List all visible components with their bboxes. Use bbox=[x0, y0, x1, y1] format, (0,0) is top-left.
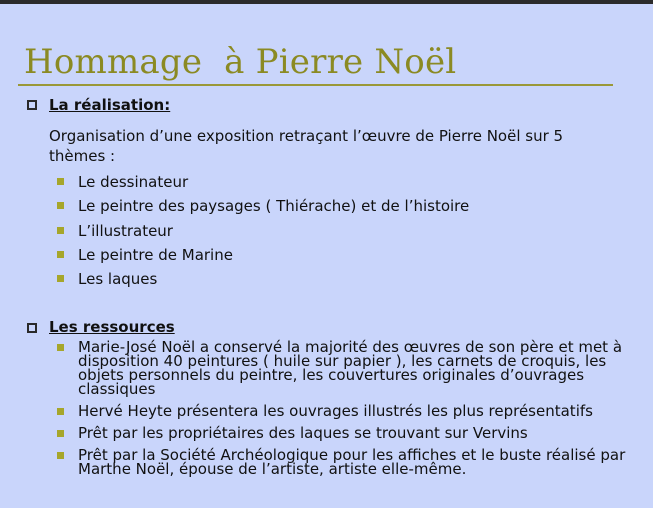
list-item-text: Le peintre des paysages ( Thiérache) et de l’histoire bbox=[78, 197, 470, 216]
square-bullet-icon bbox=[57, 408, 64, 415]
list-item-text: L’illustrateur bbox=[78, 221, 173, 240]
hollow-square-bullet-icon bbox=[27, 323, 37, 333]
list-item-text: Le peintre de Marine bbox=[78, 245, 233, 264]
list-item-text: Prêt par les propriétaires des laques se trouvant sur Vervins bbox=[78, 424, 528, 442]
square-bullet-icon bbox=[57, 430, 64, 437]
square-bullet-icon bbox=[57, 275, 64, 282]
list-item bbox=[57, 194, 469, 218]
slide bbox=[0, 4, 653, 508]
square-bullet-icon bbox=[57, 227, 64, 234]
list-item bbox=[57, 404, 627, 418]
list-item-text: Hervé Heyte présentera les ouvrages illustrés les plus représentatifs bbox=[78, 402, 593, 420]
slide-title: Hommage à Pierre Noël bbox=[24, 42, 457, 82]
resources-list bbox=[57, 340, 627, 484]
list-item-text: Les laques bbox=[78, 270, 158, 289]
list-item bbox=[57, 243, 469, 267]
section-heading-realisation: La réalisation: bbox=[49, 96, 171, 114]
list-item bbox=[57, 426, 627, 440]
list-item-text: Le dessinateur bbox=[78, 173, 189, 191]
section-heading-ressources: Les ressources bbox=[49, 318, 175, 336]
square-bullet-icon bbox=[57, 178, 64, 185]
themes-list bbox=[57, 170, 469, 291]
square-bullet-icon bbox=[57, 251, 64, 258]
list-item bbox=[57, 267, 469, 291]
square-bullet-icon bbox=[57, 344, 64, 351]
section-intro: Organisation d’une exposition retraçant l’œuvre de Pierre Noël sur 5 thèmes : bbox=[49, 127, 564, 165]
hollow-square-bullet-icon bbox=[27, 100, 37, 110]
list-item bbox=[57, 448, 627, 476]
square-bullet-icon bbox=[57, 202, 64, 209]
square-bullet-icon bbox=[57, 452, 64, 459]
list-item bbox=[57, 219, 469, 243]
list-item bbox=[57, 340, 627, 396]
title-divider bbox=[18, 84, 613, 86]
list-item-text: Marie-José Noël a conservé la majorité des œuvres de son père et met à disposition 40 peintures ( huile sur papier ), les carnets de croquis, les objets personnels du peintre, les couvertures originales d’ouvrages classiques bbox=[78, 338, 623, 398]
list-item bbox=[57, 170, 469, 194]
list-item-text: Prêt par la Société Archéologique pour les affiches et le buste réalisé par Marthe Noël, épouse de l’artiste, artiste elle-même. bbox=[78, 446, 626, 478]
